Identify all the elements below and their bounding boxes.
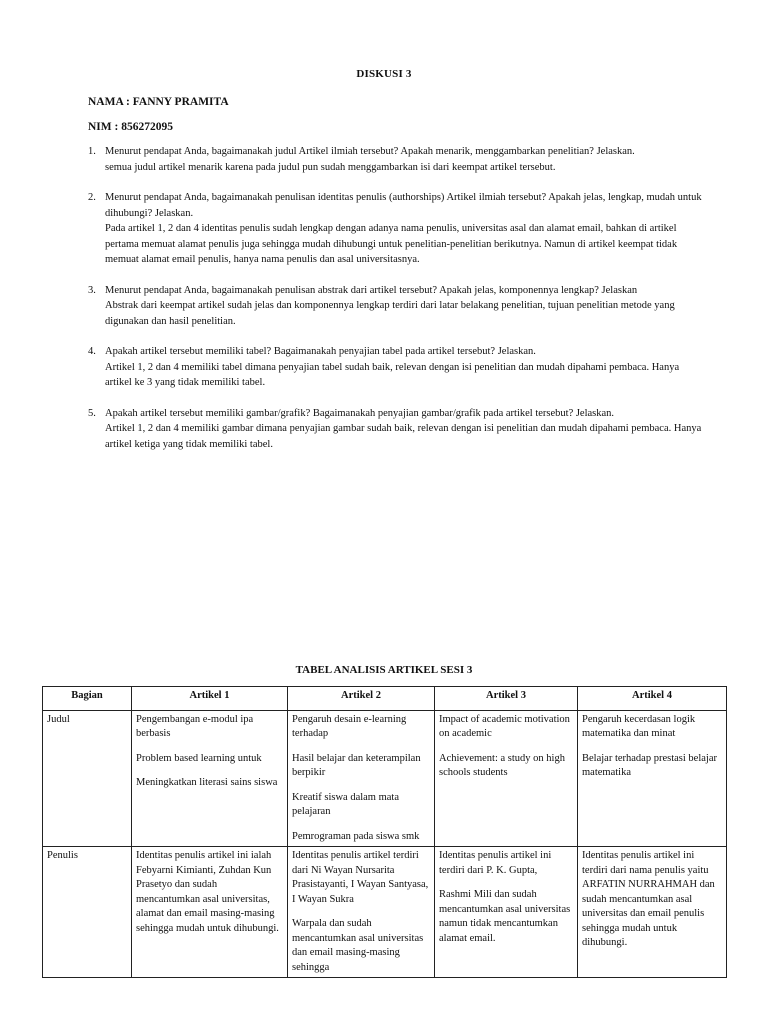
answer-text: Pada artikel 1, 2 dan 4 identitas penulis sudah lengkap dengan adanya nama penulis, universitas asal dan alamat email, bahkan di artikel pertama memuat alamat penulis juga sehingga mudah dihubungi untuk penelitian-penelitian berikutnya. Namun di artikel keempat tidak memuat alamat email penulis, hanya nama penulis dan asal universitasnya. xyxy=(105,223,678,265)
cell-paragraph: Hasil belajar dan keterampilan berpikir xyxy=(292,752,421,778)
table-cell xyxy=(578,710,727,847)
table-cell xyxy=(578,847,727,978)
question-item xyxy=(88,283,708,330)
cell-paragraph: Pemrograman pada siswa smk xyxy=(292,830,420,842)
student-name: NAMA : FANNY PRAMITA xyxy=(88,96,229,108)
table-title: TABEL ANALISIS ARTIKEL SESI 3 xyxy=(295,664,473,676)
question-list xyxy=(88,144,708,467)
question-text: Apakah artikel tersebut memiliki tabel? Bagaimanakah penyajian tabel pada artikel tersebut? Jelaskan. xyxy=(105,346,536,357)
cell-paragraph: Identitas penulis artikel ini terdiri dari P. K. Gupta, xyxy=(439,850,552,876)
table-cell xyxy=(435,710,578,847)
cell-paragraph: Warpala dan sudah mencantumkan asal universitas dan email masing-masing sehingga xyxy=(292,918,424,973)
question-item xyxy=(88,406,708,453)
cell-paragraph: Identitas penulis artikel ini terdiri dari nama penulis yaitu ARFATIN NURRAHMAH dan sudah mencantumkan asal universitas dan email penulis sehingga mudah untuk dihubungi. xyxy=(582,850,715,948)
question-item xyxy=(88,144,708,175)
cell-paragraph: Pengembangan e-modul ipa berbasis xyxy=(136,713,254,739)
question-text: Apakah artikel tersebut memiliki gambar/grafik? Bagaimanakah penyajian gambar/grafik pada artikel tersebut? Jelaskan. xyxy=(105,407,615,419)
table-row xyxy=(43,847,727,978)
table-row xyxy=(43,710,727,847)
cell-paragraph: Kreatif siswa dalam mata pelajaran xyxy=(292,791,399,817)
cell-paragraph: Pengaruh kecerdasan logik matematika dan minat xyxy=(582,713,696,739)
question-item xyxy=(88,190,708,268)
question-item xyxy=(88,344,708,391)
column-header: Bagian xyxy=(43,687,132,711)
cell-paragraph: Identitas penulis artikel ini ialah Febyarni Kimianti, Zuhdan Kun Prasetyo dan sudah mencantumkan asal universitas, alamat dan email masing-masing sehingga mudah untuk dihubungi. xyxy=(136,850,279,934)
answer-text: Artikel 1, 2 dan 4 memiliki tabel dimana penyajian tabel sudah baik, relevan dengan isi penelitian dan mudah dipahami pembaca. Hanya artikel ke 3 yang tidak memiliki tabel. xyxy=(105,361,680,388)
cell-paragraph: Problem based learning untuk xyxy=(136,752,262,764)
answer-text: Abstrak dari keempat artikel sudah jelas dan komponennya lengkap terdiri dari latar belakang penelitian, tujuan penelitian metode yang digunakan dan hasil penelitian. xyxy=(105,300,675,327)
table-cell xyxy=(132,710,288,847)
column-header: Artikel 3 xyxy=(435,687,578,711)
cell-paragraph: Rashmi Mili dan sudah mencantumkan asal universitas namun tidak mencantumkan alamat email. xyxy=(439,889,571,944)
column-header: Artikel 1 xyxy=(132,687,288,711)
table-header-row xyxy=(43,687,727,711)
cell-paragraph: Belajar terhadap prestasi belajar matematika xyxy=(582,752,717,778)
row-label: Penulis xyxy=(43,847,132,978)
question-number: 5. xyxy=(88,407,96,419)
table-cell xyxy=(435,847,578,978)
table-cell xyxy=(132,847,288,978)
student-nim: NIM : 856272095 xyxy=(88,121,173,133)
cell-paragraph: Impact of academic motivation on academic xyxy=(439,713,570,739)
document-title: DISKUSI 3 xyxy=(356,68,412,80)
analysis-table xyxy=(42,686,727,978)
cell-paragraph: Achievement: a study on high schools students xyxy=(439,752,565,778)
column-header: Artikel 4 xyxy=(578,687,727,711)
cell-paragraph: Identitas penulis artikel terdiri dari Ni Wayan Nursarita Prasistayanti, I Wayan Santyasa, I Wayan Sukra xyxy=(292,850,429,905)
cell-paragraph: Meningkatkan literasi sains siswa xyxy=(136,777,278,788)
answer-text: Artikel 1, 2 dan 4 memiliki gambar dimana penyajian gambar sudah baik, relevan dengan isi penelitian dan mudah dipahami pembaca. Hanya artikel ketiga yang tidak memiliki tabel. xyxy=(105,423,702,450)
answer-text: semua judul artikel menarik karena pada judul pun sudah menggambarkan isi dari keempat artikel tersebut. xyxy=(105,161,556,173)
table-cell xyxy=(288,847,435,978)
question-number: 4. xyxy=(88,346,96,357)
table-cell xyxy=(288,710,435,847)
question-number: 3. xyxy=(88,284,96,296)
row-label: Judul xyxy=(43,710,132,847)
cell-paragraph: Pengaruh desain e-learning terhadap xyxy=(292,713,407,739)
question-text: Menurut pendapat Anda, bagaimanakah judul Artikel ilmiah tersebut? Apakah menarik, menggambarkan penelitian? Jelaskan. xyxy=(105,146,635,157)
column-header: Artikel 2 xyxy=(288,687,435,711)
question-number: 1. xyxy=(88,146,96,157)
question-text: Menurut pendapat Anda, bagaimanakah penulisan abstrak dari artikel tersebut? Apakah jelas, komponennya lengkap? Jelaskan xyxy=(105,284,638,296)
question-text: Menurut pendapat Anda, bagaimanakah penulisan identitas penulis (authorships) Artikel ilmiah tersebut? Apakah jelas, lengkap, mudah untuk dihubungi? Jelaskan. xyxy=(105,192,702,219)
question-number: 2. xyxy=(88,192,96,203)
